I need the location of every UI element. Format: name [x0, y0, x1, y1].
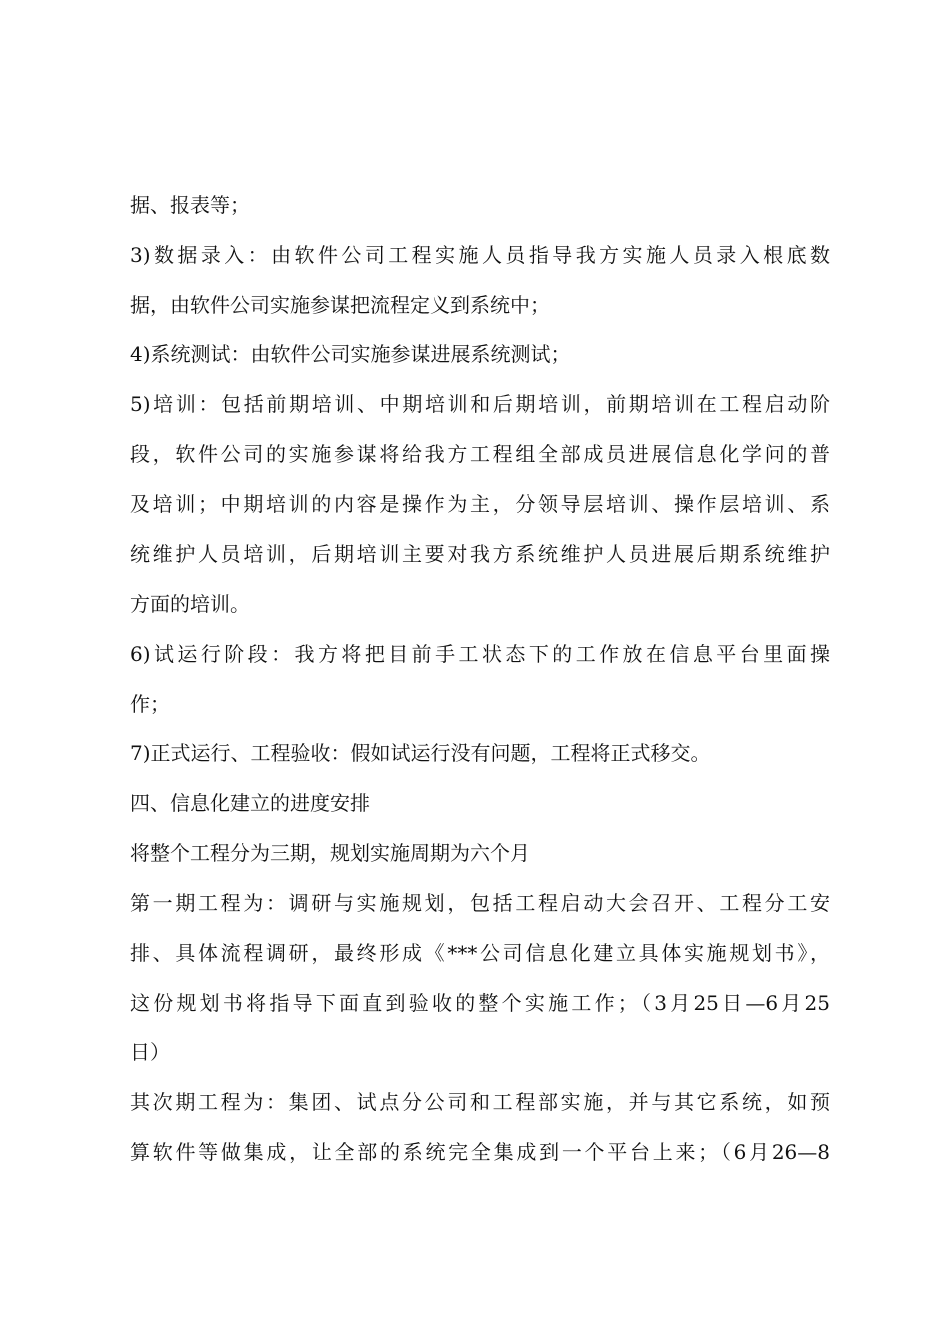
- text-line-10: 6)试运行阶段：我方将把目前手工状态下的工作放在信息平台里面操: [130, 642, 830, 666]
- text-line-12: 7)正式运行、工程验收：假如试运行没有问题，工程将正式移交。: [130, 741, 711, 765]
- text-line-20: 算软件等做集成，让全部的系统完全集成到一个平台上来；（6月26—8: [130, 1140, 830, 1164]
- text-line-9: 方面的培训。: [130, 592, 250, 616]
- text-line-2: 3)数据录入：由软件公司工程实施人员指导我方实施人员录入根底数: [130, 243, 830, 267]
- text-line-11: 作；: [130, 692, 170, 716]
- text-line-8: 统维护人员培训，后期培训主要对我方系统维护人员进展后期系统维护: [130, 542, 830, 566]
- text-line-1: 据、报表等；: [130, 193, 250, 217]
- text-line-16: 排、具体流程调研，最终形成《***公司信息化建立具体实施规划书》，: [130, 941, 830, 965]
- text-line-5: 5)培训：包括前期培训、中期培训和后期培训，前期培训在工程启动阶: [130, 392, 830, 416]
- text-line-19: 其次期工程为：集团、试点分公司和工程部实施，并与其它系统，如预: [130, 1090, 830, 1114]
- text-line-15: 第一期工程为：调研与实施规划，包括工程启动大会召开、工程分工安: [130, 891, 830, 915]
- text-line-18: 日）: [130, 1040, 170, 1064]
- text-line-3: 据，由软件公司实施参谋把流程定义到系统中；: [130, 293, 550, 317]
- text-line-4: 4)系统测试：由软件公司实施参谋进展系统测试；: [130, 342, 571, 366]
- text-line-14: 将整个工程分为三期，规划实施周期为六个月: [130, 841, 530, 865]
- text-line-6: 段，软件公司的实施参谋将给我方工程组全部成员进展信息化学问的普: [130, 442, 830, 466]
- text-line-7: 及培训；中期培训的内容是操作为主，分领导层培训、操作层培训、系: [130, 492, 830, 516]
- section-heading: 四、信息化建立的进度安排: [130, 791, 370, 815]
- text-line-17: 这份规划书将指导下面直到验收的整个实施工作；（3月25日—6月25: [130, 991, 830, 1015]
